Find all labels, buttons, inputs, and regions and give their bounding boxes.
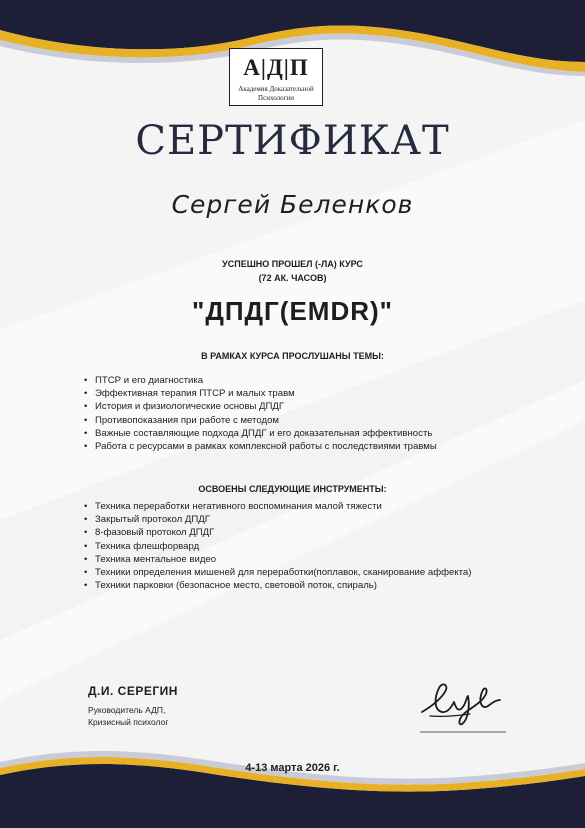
list-item: • ПТСР и его диагностика xyxy=(84,374,437,387)
recipient-name: Сергей Беленков xyxy=(171,190,414,219)
course-name: "ДПДГ(EMDR)" xyxy=(192,296,393,326)
list-item: • Техники определения мишеней для переработки(поплавок, сканирование аффекта) xyxy=(84,566,471,579)
handwritten-signature xyxy=(412,676,512,734)
certificate-date: 4-13 марта 2026 г. xyxy=(245,762,340,774)
tools-list xyxy=(84,500,471,592)
academy-logo xyxy=(229,48,323,106)
logo-subtitle-line1: Академия Доказательной xyxy=(238,85,314,93)
signatory-role-line1: Руководитель АДП, xyxy=(88,705,166,715)
logo-subtitle-line2: Психологии xyxy=(258,94,294,102)
list-item: • Работа с ресурсами в рамках комплексной работы с последствиями травмы xyxy=(84,440,437,453)
list-item: • 8-фазовый протокол ДПДГ xyxy=(84,526,471,539)
list-item: • Важные составляющие подхода ДПДГ и его доказательная эффективность xyxy=(84,427,437,440)
list-item: • Техника ментальное видео xyxy=(84,553,471,566)
signatory-name: Д.И. СЕРЕГИН xyxy=(88,684,178,698)
list-item: • Противопоказания при работе с методом xyxy=(84,414,437,427)
list-item: • Закрытый протокол ДПДГ xyxy=(84,513,471,526)
list-item: • История и физиологические основы ДПДГ xyxy=(84,400,437,413)
logo-letters: А|Д|П xyxy=(243,55,309,80)
topics-list xyxy=(84,374,437,453)
list-item: • Техники парковки (безопасное место, световой поток, спираль) xyxy=(84,579,471,592)
completion-line: УСПЕШНО ПРОШЕЛ (-ЛА) КУРС xyxy=(222,259,363,269)
course-hours: (72 АК. ЧАСОВ) xyxy=(258,273,327,283)
signatory-role xyxy=(88,704,168,728)
tools-heading: ОСВОЕНЫ СЛЕДУЮЩИЕ ИНСТРУМЕНТЫ: xyxy=(198,484,387,494)
list-item: • Техника флешфорвард xyxy=(84,540,471,553)
topics-heading: В РАМКАХ КУРСА ПРОСЛУШАНЫ ТЕМЫ: xyxy=(201,351,384,361)
list-item: • Эффективная терапия ПТСР и малых травм xyxy=(84,387,437,400)
list-item: • Техника переработки негативного воспоминания малой тяжести xyxy=(84,500,471,513)
signatory-role-line2: Кризисный психолог xyxy=(88,717,169,727)
completion-statement xyxy=(0,257,585,285)
certificate-title: СЕРТИФИКАТ xyxy=(135,118,450,164)
